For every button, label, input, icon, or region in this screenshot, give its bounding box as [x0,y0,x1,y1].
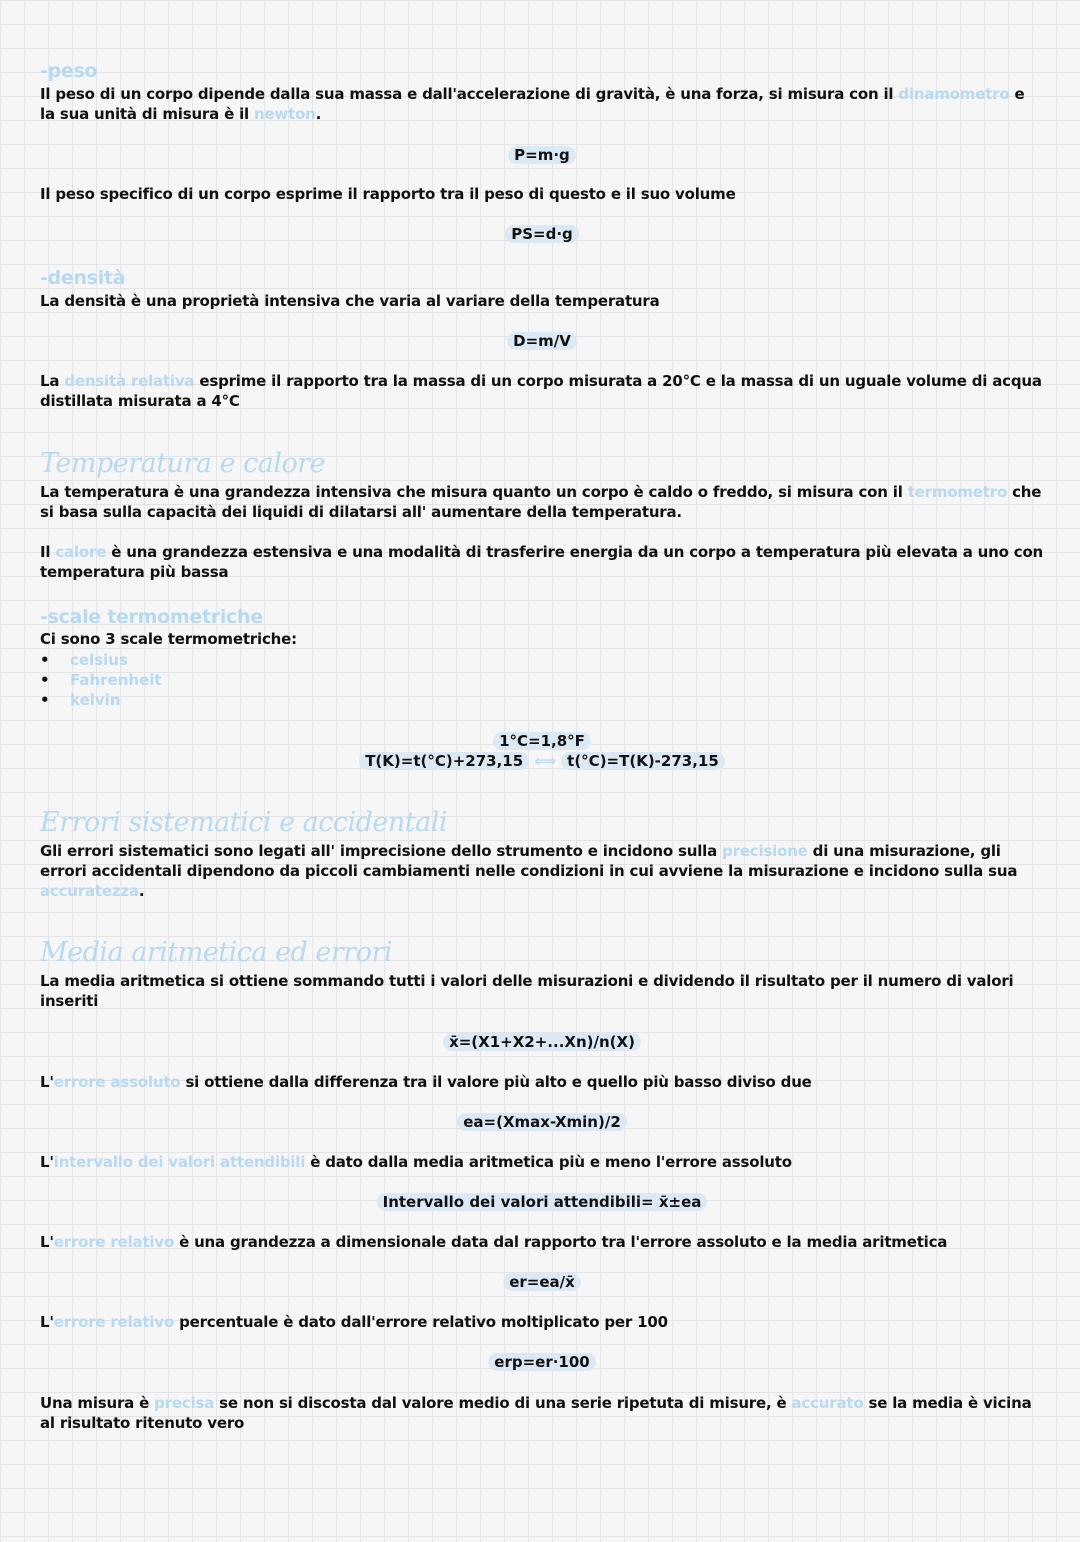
section-title-peso: -peso [40,60,98,82]
formula-celsius-fahrenheit: 1°C=1,8°F [40,731,1044,751]
paragraph-densita-relativa: La densità relativa esprime il rapporto tra la massa di un corpo misurata a 20°C e la massa di un uguale volume di acqua distillata misurata a 4°C [40,372,1042,410]
paragraph-media: La media aritmetica si ottiene sommando tutti i valori delle misurazioni e dividendo il risultato per il numero di valori inseriti [40,972,1014,1010]
scale-intro: Ci sono 3 scale termometriche: [40,630,297,648]
paragraph-intervallo: L'intervallo dei valori attendibili è dato dalla media aritmetica più e meno l'errore assoluto [40,1153,792,1171]
formula-kelvin: T(K)=t(°C)+273,15 ⟺ t(°C)=T(K)-273,15 [40,751,1044,771]
formula-media: x̄=(X1+X2+...Xn)/n(X) [40,1032,1044,1052]
paragraph-errore-assoluto: L'errore assoluto si ottiene dalla differenza tra il valore più alto e quello più basso diviso due [40,1073,812,1091]
formula-errore-assoluto: ea=(Xmax-Xmin)/2 [40,1112,1044,1132]
section-title-densita: -densità [40,267,126,289]
heading-media: Media aritmetica ed errori [40,937,393,968]
paragraph-errore-percentuale: L'errore relativo percentuale è dato dall'errore relativo moltiplicato per 100 [40,1313,668,1331]
list-item: • celsius [40,650,1044,670]
section-title-scale: -scale termometriche [40,606,263,628]
list-item: • kelvin [40,690,1044,710]
paragraph-calore: Il calore è una grandezza estensiva e una modalità di trasferire energia da un corpo a temperatura più elevata a uno con temperatura più bassa [40,543,1044,581]
paragraph-peso-specifico: Il peso specifico di un corpo esprime il rapporto tra il peso di questo e il suo volume [40,185,736,203]
paragraph-densita: La densità è una proprietà intensiva che varia al variare della temperatura [40,292,660,310]
heading-errori: Errori sistematici e accidentali [40,807,448,838]
formula-densita: D=m/V [40,331,1044,351]
paragraph-precisione-accuratezza: Una misura è precisa se non si discosta dal valore medio di una serie ripetuta di misure, è accurato se la media è vicina al risultato ritenuto vero [40,1394,1032,1432]
heading-temperatura: Temperatura e calore [40,448,326,479]
list-item: • Fahrenheit [40,670,1044,690]
formula-errore-relativo: er=ea/x̄ [40,1272,1044,1292]
formula-intervallo: Intervallo dei valori attendibili= x̄±ea [40,1192,1044,1212]
formula-errore-percentuale: erp=er·100 [40,1352,1044,1372]
paragraph-temperatura: La temperatura è una grandezza intensiva che misura quanto un corpo è caldo o freddo, si misura con il termometro che si basa sulla capacità dei liquidi di dilatarsi all' aumentare della temperatura. [40,483,1042,521]
paragraph-errore-relativo: L'errore relativo è una grandezza a dimensionale data dal rapporto tra l'errore assoluto e la media aritmetica [40,1233,948,1251]
paragraph-errori: Gli errori sistematici sono legati all' imprecisione dello strumento e incidono sulla precisione di una misurazione, gli errori accidentali dipendono da piccoli cambiamenti nelle condizioni in cui avviene la misurazione e incidono sulla sua accuratezza. [40,842,1018,900]
scale-list [40,650,1044,710]
formula-peso: P=m·g [40,145,1044,165]
formula-peso-specifico: PS=d·g [40,224,1044,244]
paragraph-peso: Il peso di un corpo dipende dalla sua massa e dall'accelerazione di gravità, è una forza, si misura con il dinamometro e la sua unità di misura è il newton. [40,85,1025,123]
